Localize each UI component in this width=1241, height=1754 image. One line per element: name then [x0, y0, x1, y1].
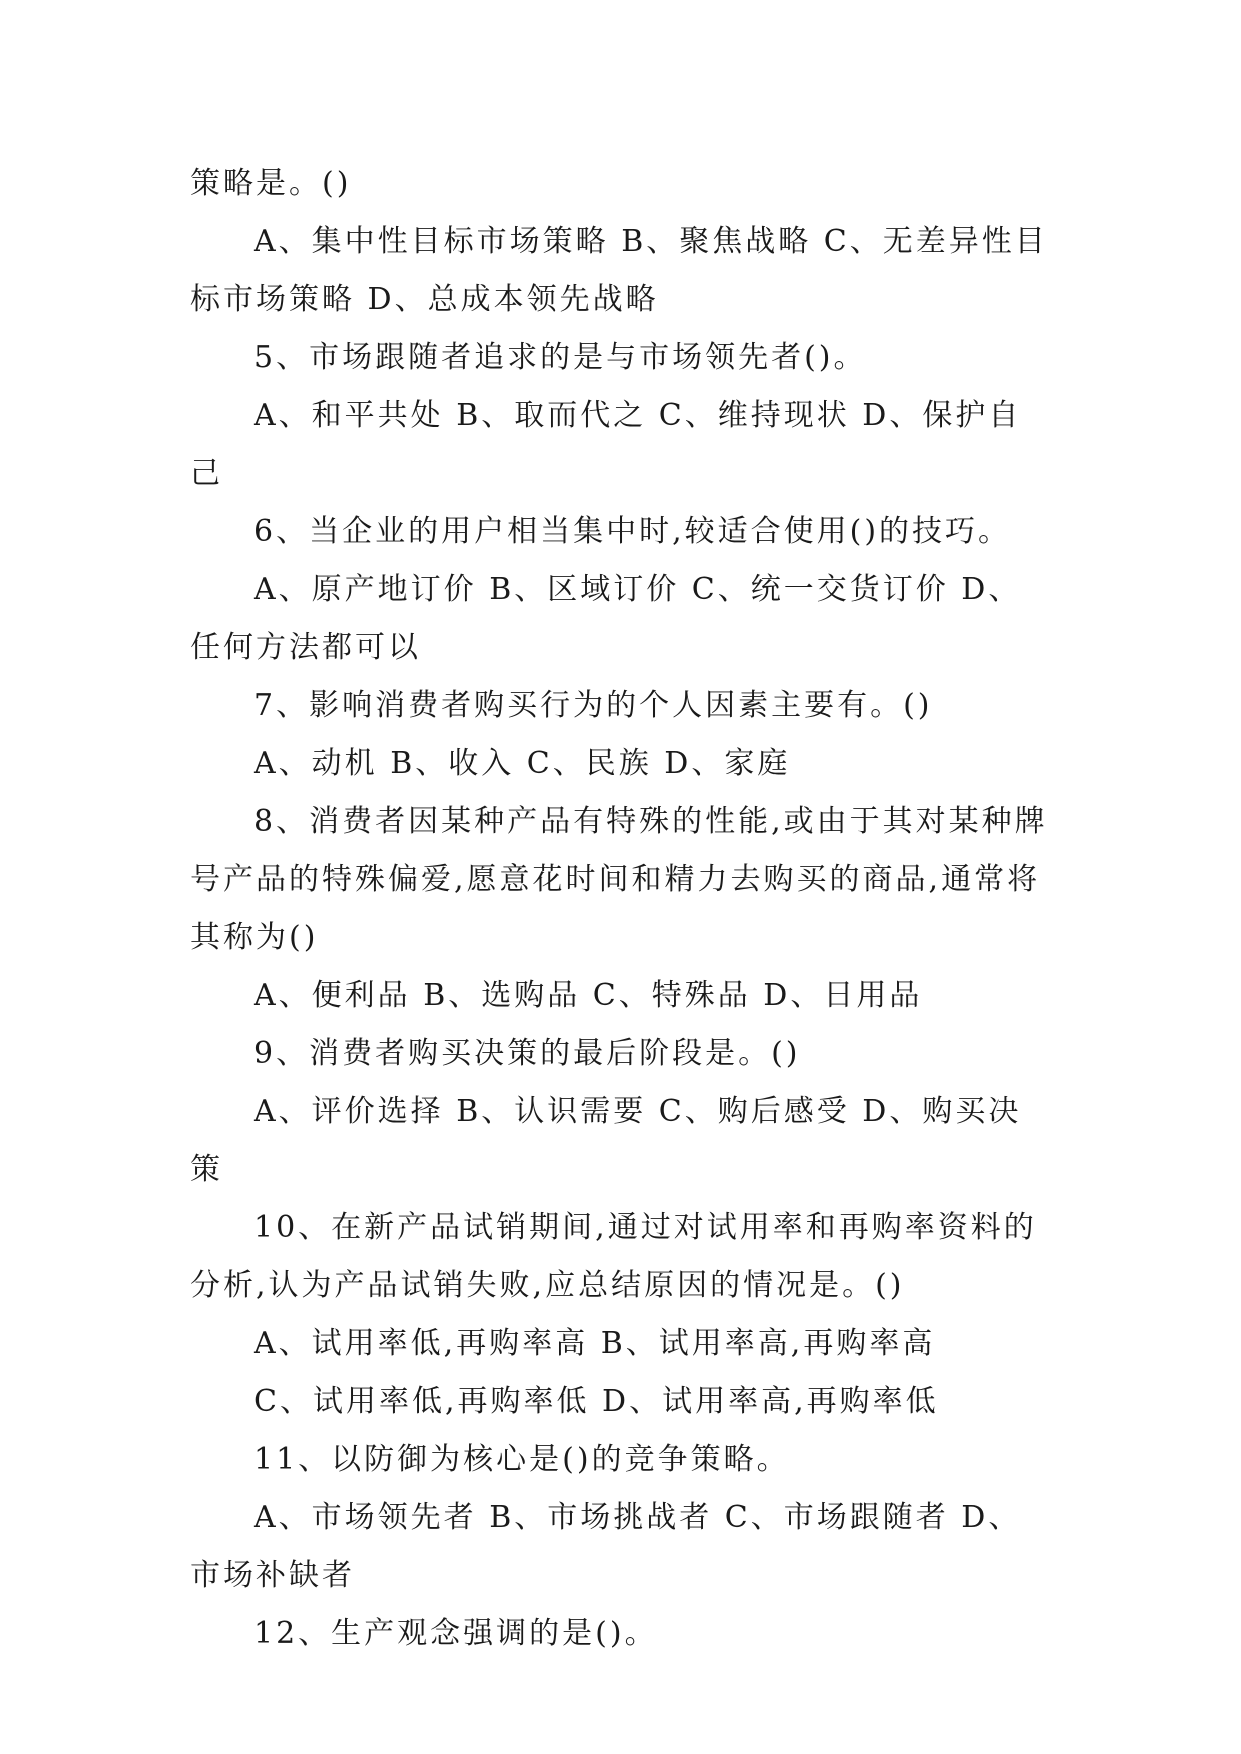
text-line-0: 策略是。()	[190, 166, 352, 201]
options-9: A、评价选择 B、认识需要 C、购后感受 D、购买决策	[190, 1094, 1022, 1187]
options-5: A、和平共处 B、取而代之 C、维持现状 D、保护自己	[190, 398, 1022, 491]
options-11: A、市场领先者 B、市场挑战者 C、市场跟随者 D、市场补缺者	[190, 1500, 1022, 1593]
question-5: 5、市场跟随者追求的是与市场领先者()。	[254, 340, 867, 375]
question-10: 10、在新产品试销期间,通过对试用率和再购率资料的分析,认为产品试销失败,应总结原因的情况是。()	[190, 1210, 1037, 1303]
question-7: 7、影响消费者购买行为的个人因素主要有。()	[254, 688, 933, 723]
options-10-cd: C、试用率低,再购率低 D、试用率高,再购率低	[254, 1384, 939, 1419]
options-7: A、动机 B、收入 C、民族 D、家庭	[254, 746, 791, 781]
question-11: 11、以防御为核心是()的竞争策略。	[254, 1442, 790, 1477]
question-9: 9、消费者购买决策的最后阶段是。()	[254, 1036, 801, 1071]
document-body	[190, 155, 1050, 1663]
question-6: 6、当企业的用户相当集中时,较适合使用()的技巧。	[254, 514, 1012, 549]
options-8: A、便利品 B、选购品 C、特殊品 D、日用品	[254, 978, 923, 1013]
options-10-ab: A、试用率低,再购率高 B、试用率高,再购率高	[254, 1326, 936, 1361]
question-8: 8、消费者因某种产品有特殊的性能,或由于其对某种牌号产品的特殊偏爱,愿意花时间和精力去购买的商品,通常将其称为()	[190, 804, 1048, 955]
text-line-1: A、集中性目标市场策略 B、聚焦战略 C、无差异性目标市场策略 D、总成本领先战略	[190, 224, 1048, 317]
options-6: A、原产地订价 B、区域订价 C、统一交货订价 D、任何方法都可以	[190, 572, 1022, 665]
question-12: 12、生产观念强调的是()。	[254, 1616, 658, 1651]
